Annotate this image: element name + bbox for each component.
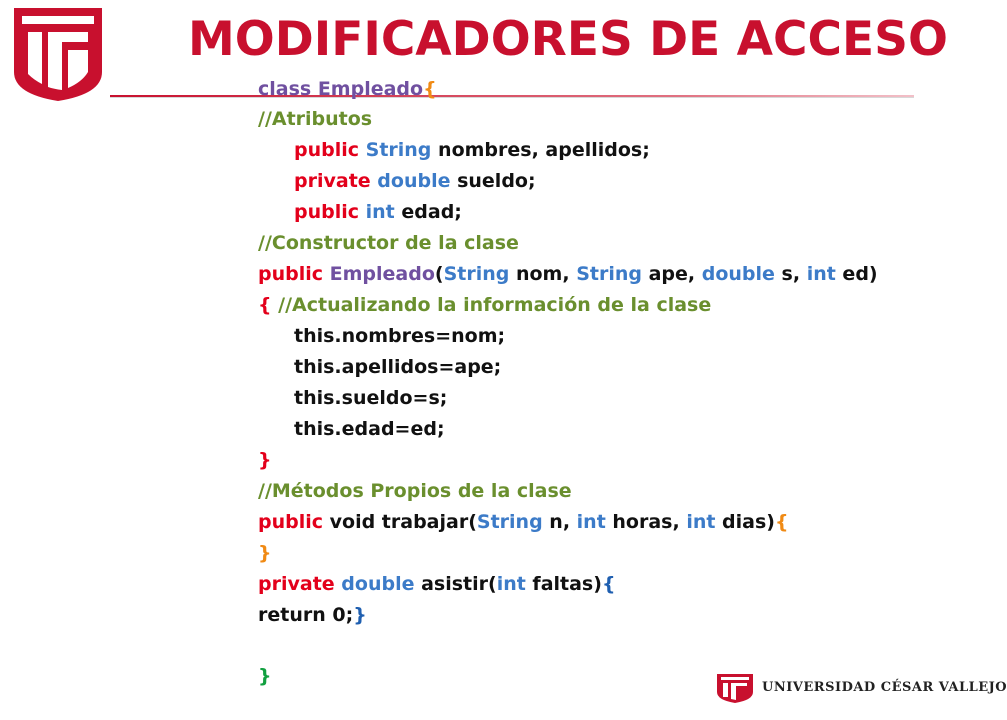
code-line (258, 569, 615, 599)
code-text: s, (774, 263, 807, 285)
slide-title: MODIFICADORES DE ACCESO (188, 12, 948, 67)
title-underline-shadow (110, 97, 914, 98)
keyword: private (294, 170, 371, 192)
code-text: return 0; (258, 604, 354, 626)
open-brace: { (774, 511, 789, 533)
code-text: nom, (509, 263, 577, 285)
code-line (258, 538, 272, 568)
code-line (258, 135, 650, 165)
keyword: private (258, 573, 335, 595)
open-brace: { (258, 294, 272, 316)
code-line (258, 600, 367, 630)
code-text: faltas) (525, 573, 602, 595)
code-comment: //Constructor de la clase (258, 232, 519, 254)
close-brace: } (258, 665, 272, 687)
keyword: public (258, 263, 324, 285)
code-comment: //Actualizando la información de la clase (271, 294, 712, 316)
code-text: dias) (715, 511, 775, 533)
type: int (496, 573, 526, 595)
close-brace: } (258, 449, 272, 471)
type: double (334, 573, 415, 595)
code-text: void trabajar( (323, 511, 477, 533)
type: String (576, 263, 642, 285)
code-text: sueldo; (450, 170, 536, 192)
code-text: ape, (641, 263, 702, 285)
keyword: public (258, 511, 324, 533)
university-name: UNIVERSIDAD CÉSAR VALLEJO (762, 680, 1007, 695)
code-text: this.edad=ed; (294, 418, 445, 440)
code-text: this.sueldo=s; (294, 387, 448, 409)
code-text: asistir( (414, 573, 497, 595)
code-text: this.nombres=nom; (294, 325, 506, 347)
code-line (258, 352, 501, 382)
code-line (258, 290, 711, 320)
code-text: nombres, apellidos; (431, 139, 650, 161)
open-brace: { (601, 573, 616, 595)
type: int (576, 511, 606, 533)
close-brace: } (353, 604, 367, 626)
code-comment: //Métodos Propios de la clase (258, 480, 572, 502)
code-line (258, 104, 372, 134)
keyword: public (294, 201, 360, 223)
constructor-name: Empleado (323, 263, 435, 285)
code-text: ( (434, 263, 444, 285)
type: double (701, 263, 775, 285)
university-logo-icon (12, 2, 104, 102)
code-text: horas, (605, 511, 687, 533)
code-line (258, 321, 505, 351)
code-line (258, 445, 272, 475)
type: int (806, 263, 836, 285)
type: double (370, 170, 451, 192)
type: int (686, 511, 716, 533)
code-line (258, 74, 437, 104)
code-line (258, 228, 519, 258)
footer-brand (716, 672, 1007, 706)
code-line (258, 259, 878, 289)
code-text: edad; (394, 201, 462, 223)
type: String (476, 511, 543, 533)
code-line (258, 166, 536, 196)
keyword: public (294, 139, 360, 161)
code-text: n, (542, 511, 577, 533)
university-emblem-icon (716, 672, 754, 704)
code-text: ed) (835, 263, 878, 285)
type: int (359, 201, 395, 223)
open-brace: { (423, 78, 437, 100)
code-line (258, 383, 447, 413)
type: String (359, 139, 432, 161)
code-line (258, 197, 462, 227)
code-comment: //Atributos (258, 108, 373, 130)
close-brace: } (258, 542, 272, 564)
class-declaration: class Empleado (258, 78, 424, 100)
code-line (258, 661, 272, 691)
code-text: this.apellidos=ape; (294, 356, 502, 378)
code-line (258, 414, 445, 444)
code-line (258, 476, 572, 506)
code-line (258, 507, 789, 537)
type: String (443, 263, 510, 285)
